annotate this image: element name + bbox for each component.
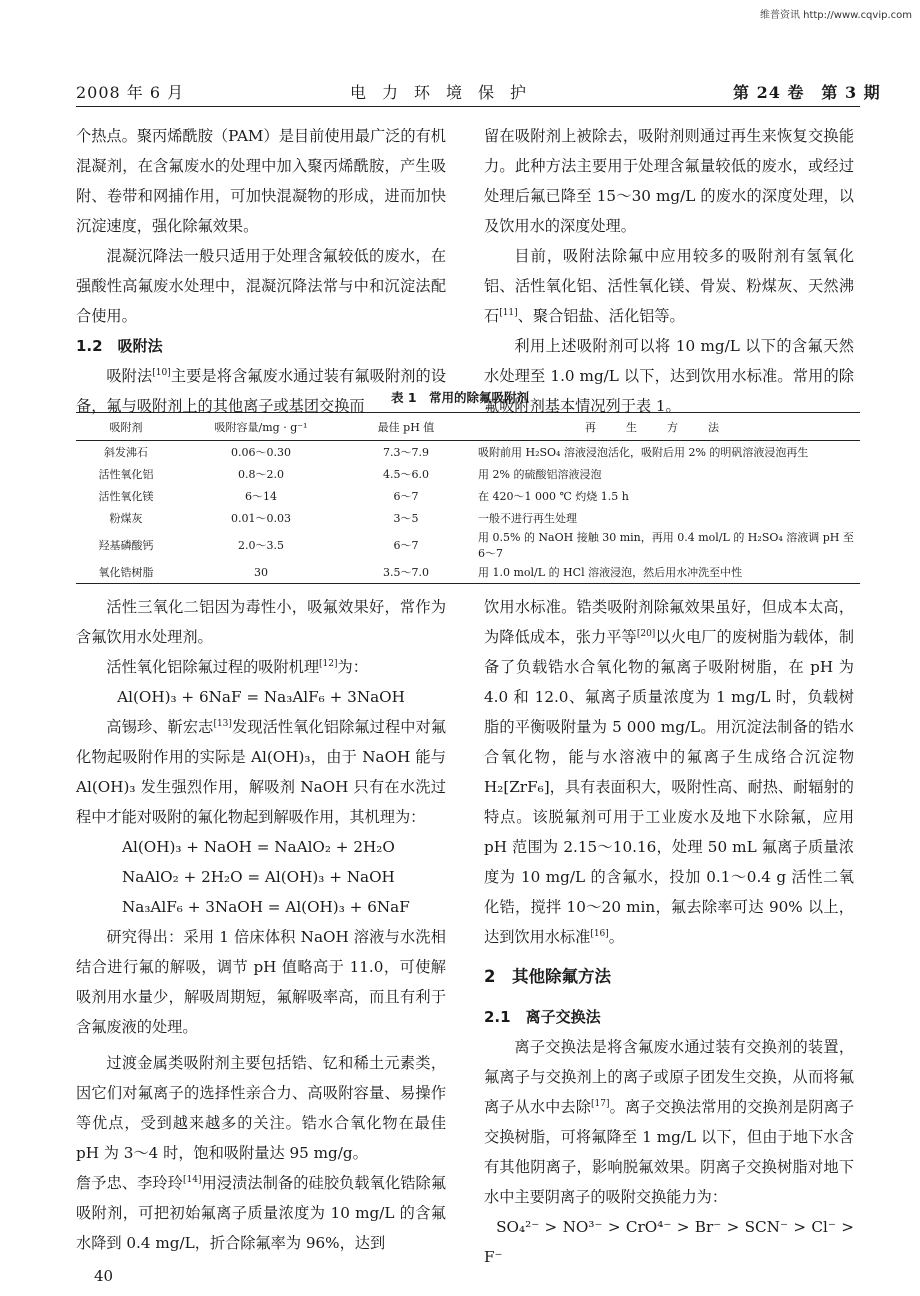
- paragraph: 活性三氧化二铝因为毒性小，吸氟效果好，常作为含氟饮用水处理剂。: [76, 598, 446, 646]
- paragraph: [484, 241, 854, 331]
- right-column-bottom: [484, 592, 854, 1272]
- table-cell: 6～7: [393, 539, 419, 552]
- paragraph-text: 饮用水标准。锆类吸附剂除氟效果虽好，但成本太高，为降低成本，张力平等: [484, 598, 854, 646]
- table-row: [76, 463, 860, 485]
- table-cell: 活性氧化镁: [98, 490, 154, 503]
- paragraph: 个热点。聚丙烯酰胺（PAM）是目前使用最广泛的有机混凝剂，在含氟废水的处理中加入聚丙烯酰胺，产生吸附、卷带和网捕作用，可加快混凝物的形成，进而加快沉淀速度，强化除氟效果。: [76, 127, 446, 235]
- table-caption: 表 1 常用的除氟吸附剂: [390, 390, 530, 405]
- table-cell: 0.01～0.03: [231, 512, 291, 525]
- header-journal-title: 电力环境保护: [350, 83, 543, 102]
- citation-ref: [10]: [152, 368, 171, 378]
- paragraph-text: 詹予忠、李玲玲: [76, 1174, 183, 1192]
- paragraph-text: 发现活性氧化铝除氟过程中对氟化物起吸附作用的实际是 Al(OH)₃，由于 NaOH 能与 Al(OH)₃ 发生强烈作用，解吸剂 NaOH 只有在水洗过程中才能对吸附的氟化物起到解吸作用，其机理为：: [76, 718, 447, 826]
- paragraph: [76, 652, 446, 682]
- table-cell: 3.5～7.0: [383, 566, 429, 579]
- paragraph-text: 高锡珍、靳宏志: [106, 718, 214, 736]
- header-rule: [76, 106, 860, 107]
- header-volume-issue: 第 24 卷 第 3 期: [733, 83, 881, 102]
- table-header-cell: 最佳 pH 值: [377, 420, 435, 434]
- paragraph-text: 、聚合铝盐、活化铝等。: [517, 307, 685, 325]
- table-cell: 羟基磷酸钙: [98, 539, 154, 552]
- page-number: 40: [94, 1267, 114, 1285]
- equation: NaAlO₂ + 2H₂O = Al(OH)₃ + NaOH: [122, 868, 395, 886]
- paragraph-text: 以火电厂的废树脂为载体，制备了负载锆水合氧化物的氟离子吸附树脂，在 pH 为 4.0 和 12.0、氟离子质量浓度为 1 mg/L 时，负载树脂的平衡吸附量为 5 000 mg/L。用沉淀法制备的锆水合氧化物，能与水溶液中的氟离子生成络合沉淀物 H₂[ZrF₆]，具有表面积大，吸附性高、耐热、耐辐射的特点。该脱氟剂可用于工业废水及地下水除氟，应用 pH 范围为 2.15～10.16，处理 50 mL 氟离子质量浓度为 10 mg/L 的含氟水，投加 0.1～0.4 g 活性二氧化锆，搅拌 10～20 min，氟去除率可达 90% 以上，达到饮用水标准: [484, 628, 855, 946]
- citation-ref: [13]: [213, 719, 232, 729]
- citation-ref: [17]: [590, 1099, 610, 1109]
- table-cell: 6～7: [393, 490, 419, 503]
- table-cell: 7.3～7.9: [383, 446, 429, 459]
- table-cell: 用 2% 的硫酸铝溶液浸泡: [478, 468, 602, 481]
- equation: SO₄²⁻ > NO³⁻ > CrO⁴⁻ > Br⁻ > SCN⁻ > Cl⁻ > F⁻: [484, 1218, 854, 1266]
- left-column-bottom: [76, 592, 446, 1258]
- paragraph: [76, 1168, 446, 1258]
- table-header-cell: 再生方法: [585, 420, 749, 434]
- table-cell: 氧化锆树脂: [98, 566, 154, 579]
- table-row: [76, 507, 860, 529]
- section-heading-2-1: 2.1 离子交换法: [484, 1008, 601, 1026]
- paragraph-text: 为：: [337, 658, 368, 676]
- section-heading-2: 2 其他除氟方法: [484, 967, 611, 986]
- header-date: 2008 年 6 月: [76, 83, 185, 102]
- paragraph-text: 活性氧化铝除氟过程的吸附机理: [106, 658, 320, 676]
- table-cell: 斜发沸石: [104, 446, 148, 459]
- table-cell: 4.5～6.0: [383, 468, 429, 481]
- table-cell: 0.06～0.30: [231, 446, 291, 459]
- table-row: [76, 561, 860, 584]
- table-header-cell: 吸附容量/mg · g⁻¹: [214, 420, 308, 434]
- paragraph-text: 。离子交换法常用的交换剂是阴离子交换树脂，可将氟降至 1 mg/L 以下，但由于地下水含有其他阴离子，影响脱氟效果。阴离子交换树脂对地下水中主要阴离子的吸附交换能力为：: [484, 1098, 855, 1206]
- citation-ref: [14]: [182, 1175, 202, 1185]
- adsorbent-table: [76, 412, 860, 584]
- paragraph: 研究得出：采用 1 倍床体积 NaOH 溶液与水洗相结合进行氟的解吸，调节 pH 值略高于 11.0，可使解吸剂用水量少，解吸周期短，氟解吸率高，而且有利于含氟废液的处理。: [76, 928, 446, 1036]
- table-cell: 在 420～1 000 ℃ 灼烧 1.5 h: [478, 490, 629, 503]
- table-cell: 用 1.0 mol/L 的 HCl 溶液浸泡，然后用水冲洗至中性: [478, 566, 743, 579]
- citation-ref: [11]: [499, 308, 518, 318]
- paragraph-text: 。: [608, 928, 624, 946]
- equation: Al(OH)₃ + 6NaF = Na₃AlF₆ + 3NaOH: [117, 688, 405, 706]
- paragraph-text: 目前，吸附法除氟中应用较多的吸附剂有氢氧化铝、活性氧化铝、活性氧化镁、骨炭、粉煤灰、天然沸石: [484, 247, 854, 325]
- paragraph: 留在吸附剂上被除去，吸附剂则通过再生来恢复交换能力。此种方法主要用于处理含氟量较低的废水，或经过处理后氟已降至 15～30 mg/L 的废水的深度处理，以及饮用水的深度处理。: [484, 127, 854, 235]
- paragraph-text: 主要是将含氟废水通过装有氟吸附剂的设备，氟与吸附剂上的其他离子或基团交换而: [76, 367, 447, 415]
- citation-ref: [12]: [319, 659, 338, 669]
- paragraph: [76, 712, 446, 832]
- paragraph: [484, 592, 854, 952]
- table-cell: 30: [254, 565, 268, 579]
- table-cell: 用 0.5% 的 NaOH 接触 30 min，再用 0.4 mol/L 的 H₂SO₄ 溶液调 pH 至 6～7: [478, 531, 854, 560]
- equation: Na₃AlF₆ + 3NaOH = Al(OH)₃ + 6NaF: [122, 898, 410, 916]
- table-row: [76, 529, 860, 561]
- paragraph: [484, 1032, 854, 1212]
- table-cell: 0.8～2.0: [238, 468, 284, 481]
- table-cell: 粉煤灰: [109, 512, 143, 525]
- equation: Al(OH)₃ + NaOH = NaAlO₂ + 2H₂O: [122, 838, 395, 856]
- watermark-text: 维普资讯 http://www.cqvip.com: [759, 10, 912, 21]
- paragraph: 过渡金属类吸附剂主要包括锆、钇和稀土元素类，因它们对氟离子的选择性亲合力、高吸附容量、易操作等优点，受到越来越多的关注。锆水合氧化物在最佳 pH 为 3～4 时，饱和吸附量达 95 mg/g。: [76, 1054, 446, 1162]
- section-heading-1-2: 1.2 吸附法: [76, 337, 163, 355]
- paragraph: 利用上述吸附剂可以将 10 mg/L 以下的含氟天然水处理至 1.0 mg/L 以下，达到饮用水标准。常用的除氟吸附剂基本情况列于表 1。: [484, 337, 854, 415]
- table-header-cell: 吸附剂: [109, 420, 143, 434]
- table-header-row: [76, 413, 860, 441]
- table-cell: 一般不进行再生处理: [478, 512, 577, 525]
- table-cell: 吸附前用 H₂SO₄ 溶液浸泡活化，吸附后用 2% 的明矾溶液浸泡再生: [478, 446, 809, 459]
- table-cell: 2.0～3.5: [238, 539, 284, 552]
- paragraph-text: 吸附法: [106, 367, 153, 385]
- table-row: [76, 485, 860, 507]
- paragraph: 混凝沉降法一般只适用于处理含氟较低的废水，在强酸性高氟废水处理中，混凝沉降法常与中和沉淀法配合使用。: [76, 247, 446, 325]
- table-cell: 6～14: [245, 490, 277, 503]
- table-cell: 活性氧化铝: [98, 468, 154, 481]
- paragraph-text: 离子交换法是将含氟废水通过装有交换剂的装置，氟离子与交换剂上的离子或原子团发生交换，从而将氟离子从水中去除: [484, 1038, 854, 1116]
- citation-ref: [16]: [590, 929, 609, 939]
- table-row: [76, 441, 860, 464]
- right-column-top: [484, 121, 854, 421]
- table-cell: 3～5: [393, 512, 419, 525]
- citation-ref: [20]: [636, 629, 656, 639]
- left-column-top: [76, 121, 446, 421]
- paragraph-text: 用浸渍法制备的硅胶负载氧化锆除氟吸附剂，可把初始氟离子质量浓度为 10 mg/L 的含氟水降到 0.4 mg/L，折合除氟率为 96%，达到: [76, 1174, 447, 1252]
